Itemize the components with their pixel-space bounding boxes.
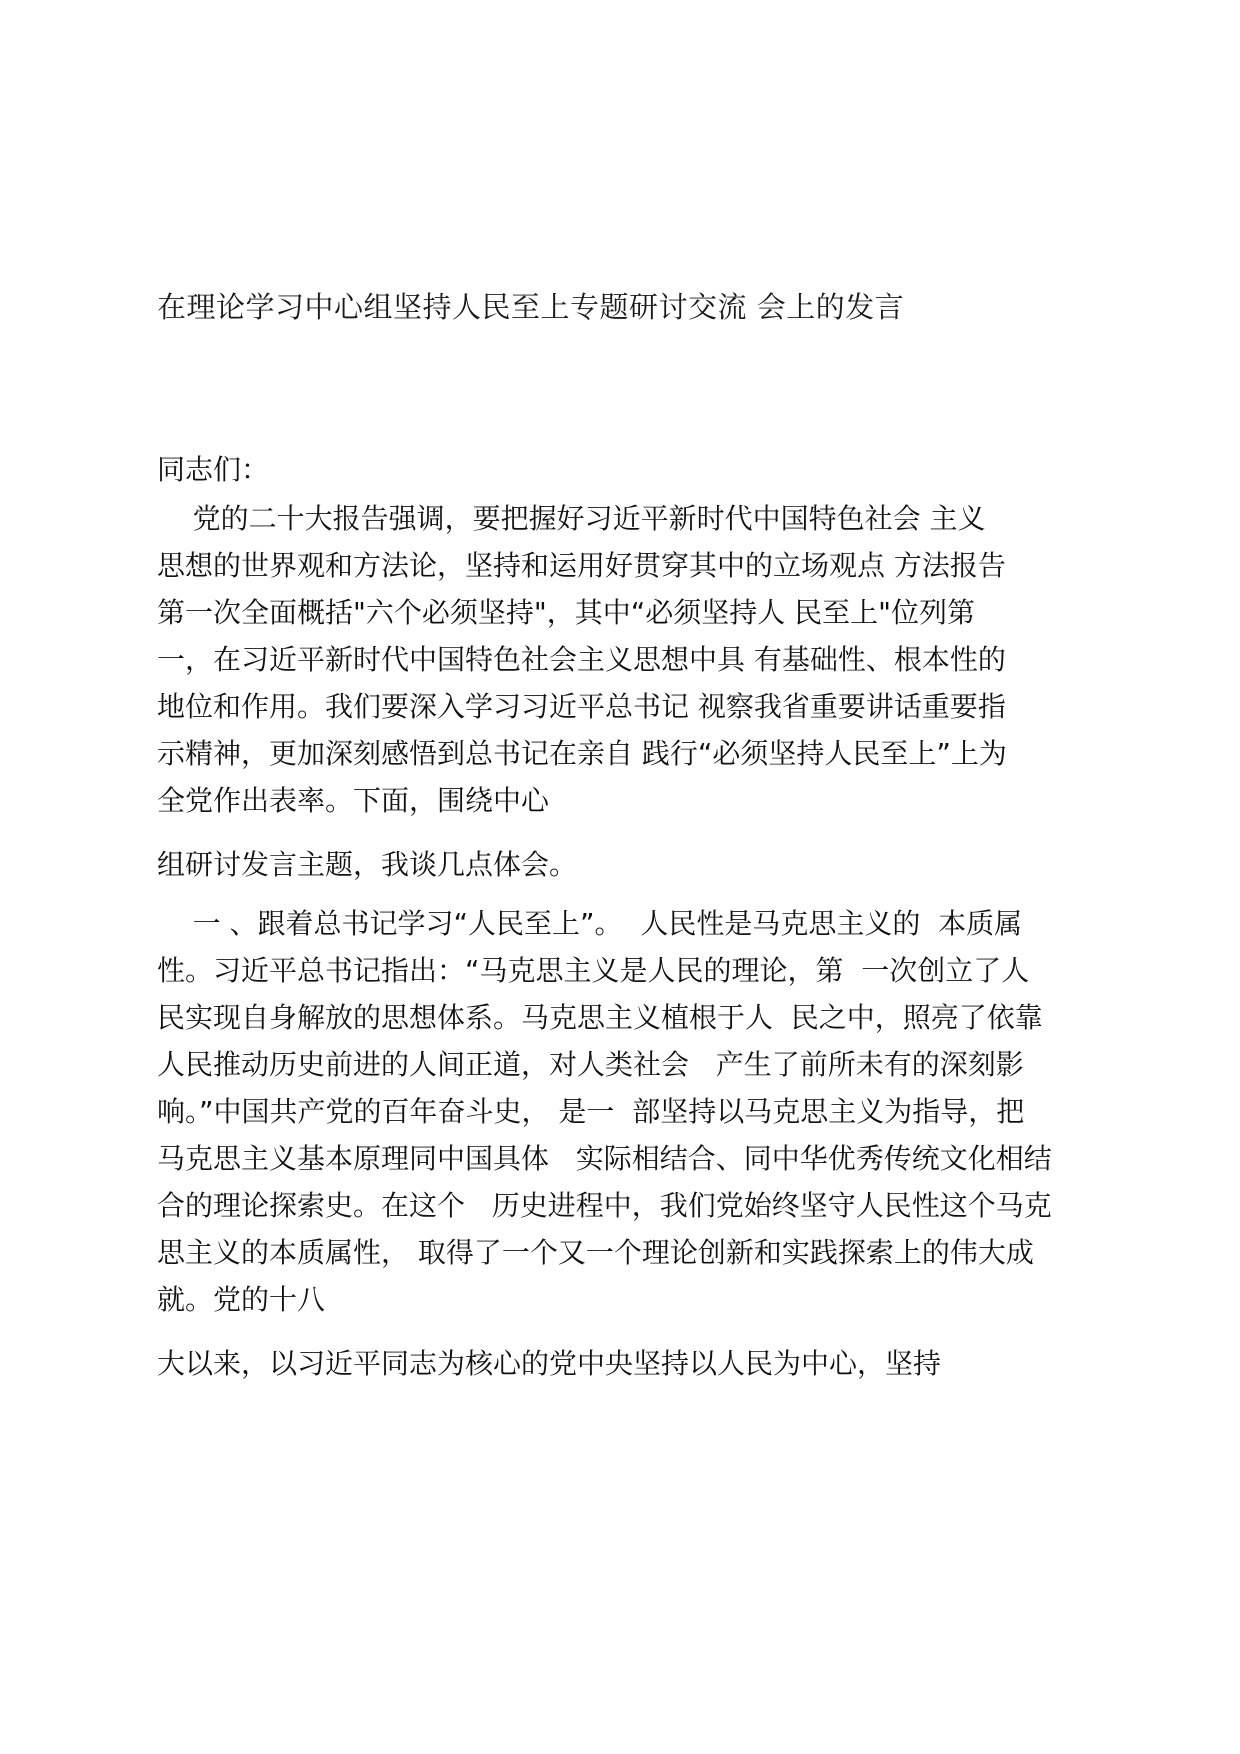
- document-title: 在理论学习中心组坚持人民至上专题研讨交流 会上的发言: [157, 290, 905, 324]
- salutation: 同志们：: [157, 453, 270, 486]
- paragraph-line: 马克思主义基本原理同中国具体 实际相结合、同中华优秀传统文化相结: [157, 1142, 1052, 1175]
- paragraph-line: 组研讨发言主题，我谈几点体会。: [157, 848, 578, 881]
- paragraph-line: 第一次全面概括"六个必须坚持"，其中“必须坚持人 民至上"位列第: [157, 596, 976, 629]
- paragraph-line: 示精神，更加深刻感悟到总书记在亲自 践行“必须坚持人民至上”上为: [157, 737, 1007, 770]
- paragraph-line: 地位和作用。我们要深入学习习近平总书记 视察我省重要讲话重要指: [157, 690, 1006, 723]
- paragraph-line: 党的二十大报告强调，要把握好习近平新时代中国特色社会 主义: [157, 502, 986, 535]
- paragraph-line: 人民推动历史前进的人间正道，对人类社会 产生了前所未有的深刻影: [157, 1048, 1024, 1081]
- paragraph-line: 全党作出表率。下面，围绕中心: [157, 784, 550, 817]
- paragraph-line: 思主义的本质属性， 取得了一个又一个理论创新和实践探索上的伟大成: [157, 1236, 1034, 1269]
- paragraph-line: 民实现自身解放的思想体系。马克思主义植根于人 民之中，照亮了依靠: [157, 1001, 1043, 1034]
- paragraph-line: 一 、跟着总书记学习“人民至上”。 人民性是马克思主义的 本质属: [157, 907, 1023, 940]
- paragraph-line: 合的理论探索史。在这个 历史进程中，我们党始终坚守人民性这个马克: [157, 1189, 1052, 1222]
- paragraph-line: 一，在习近平新时代中国特色社会主义思想中具 有基础性、根本性的: [157, 643, 1006, 676]
- paragraph-line: 响。”中国共产党的百年奋斗史， 是一 部坚持以马克思主义为指导，把: [157, 1095, 1025, 1128]
- paragraph-line: 思想的世界观和方法论，坚持和运用好贯穿其中的立场观点 方法报告: [157, 549, 1006, 582]
- paragraph-line: 大以来，以习近平同志为核心的党中央坚持以人民为中心，坚持: [157, 1347, 942, 1380]
- paragraph-line: 就。党的十八: [157, 1283, 326, 1316]
- paragraph-line: 性。习近平总书记指出：“马克思主义是人民的理论，第 一次创立了人: [157, 954, 1030, 987]
